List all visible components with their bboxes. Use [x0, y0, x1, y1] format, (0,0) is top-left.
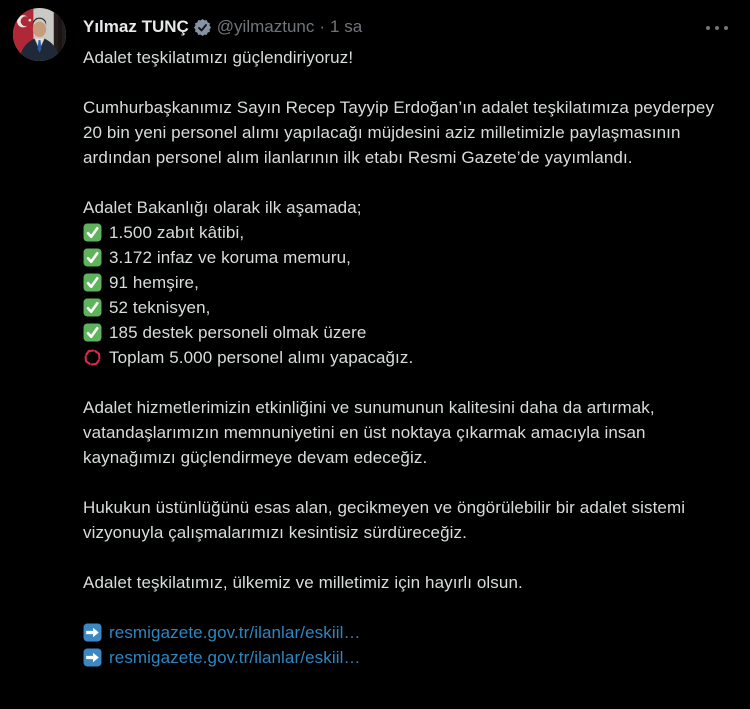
resmigazete-link[interactable]: resmigazete.gov.tr/ilanlar/eskiil…: [83, 620, 719, 645]
avatar-photo: [13, 8, 66, 61]
hiring-list: [83, 195, 719, 370]
list-item: 3.172 infaz ve koruma memuru,: [83, 245, 719, 270]
tweet-paragraph: Adalet teşkilatımızı güçlendiriyoruz!: [83, 48, 354, 67]
list-item: 185 destek personeli olmak üzere: [83, 320, 719, 345]
list-intro: Adalet Bakanlığı olarak ilk aşamada;: [83, 198, 362, 217]
author-handle[interactable]: @yilmaztunc: [216, 17, 315, 36]
tweet-paragraph: Cumhurbaşkanımız Sayın Recep Tayyip Erdoğan’ın adalet teşkilatımıza peyderpey 20 bin yeni personel alımı yapılacağı müjdesini aziz milletimizle paylaşmasının ardından personel alım ilanlarının ilk etabı Resmi Gazete’de yayımlandı.: [83, 98, 715, 167]
tweet-body: [83, 45, 719, 670]
verified-badge-icon[interactable]: [193, 18, 212, 37]
list-item-total: Toplam 5.000 personel alımı yapacağız.: [83, 345, 719, 370]
author-name[interactable]: Yılmaz TUNÇ: [83, 17, 189, 36]
author-avatar[interactable]: [13, 8, 66, 61]
tweet-links: [83, 620, 719, 670]
list-item: 91 hemşire,: [83, 270, 719, 295]
check-mark-icon: [83, 298, 102, 317]
tweet-paragraph: Adalet teşkilatımız, ülkemiz ve milletimiz için hayırlı olsun.: [83, 573, 523, 592]
more-options-icon[interactable]: [702, 22, 732, 34]
list-item: 1.500 zabıt kâtibi,: [83, 220, 719, 245]
arrow-right-icon: [83, 648, 102, 667]
arrow-right-icon: [83, 623, 102, 642]
timestamp[interactable]: 1 sa: [330, 17, 363, 36]
check-mark-icon: [83, 223, 102, 242]
tweet-paragraph: Hukukun üstünlüğünü esas alan, gecikmeyen ve öngörülebilir bir adalet sistemi vizyonuyla çalışmalarımızı kesintisiz sürdüreceğiz.: [83, 498, 686, 542]
anger-symbol-icon: [83, 348, 102, 367]
tweet-header: [83, 17, 362, 37]
header-separator: ·: [319, 17, 326, 36]
check-mark-icon: [83, 248, 102, 267]
list-item: 52 teknisyen,: [83, 295, 719, 320]
resmigazete-link[interactable]: resmigazete.gov.tr/ilanlar/eskiil…: [83, 645, 719, 670]
check-mark-icon: [83, 323, 102, 342]
check-mark-icon: [83, 273, 102, 292]
tweet-paragraph: Adalet hizmetlerimizin etkinliğini ve sunumunun kalitesini daha da artırmak, vatandaşlarımızın memnuniyetini en üst noktaya çıkarmak amacıyla insan kaynağımızı güçlendirmeye devam edeceğiz.: [83, 398, 655, 467]
